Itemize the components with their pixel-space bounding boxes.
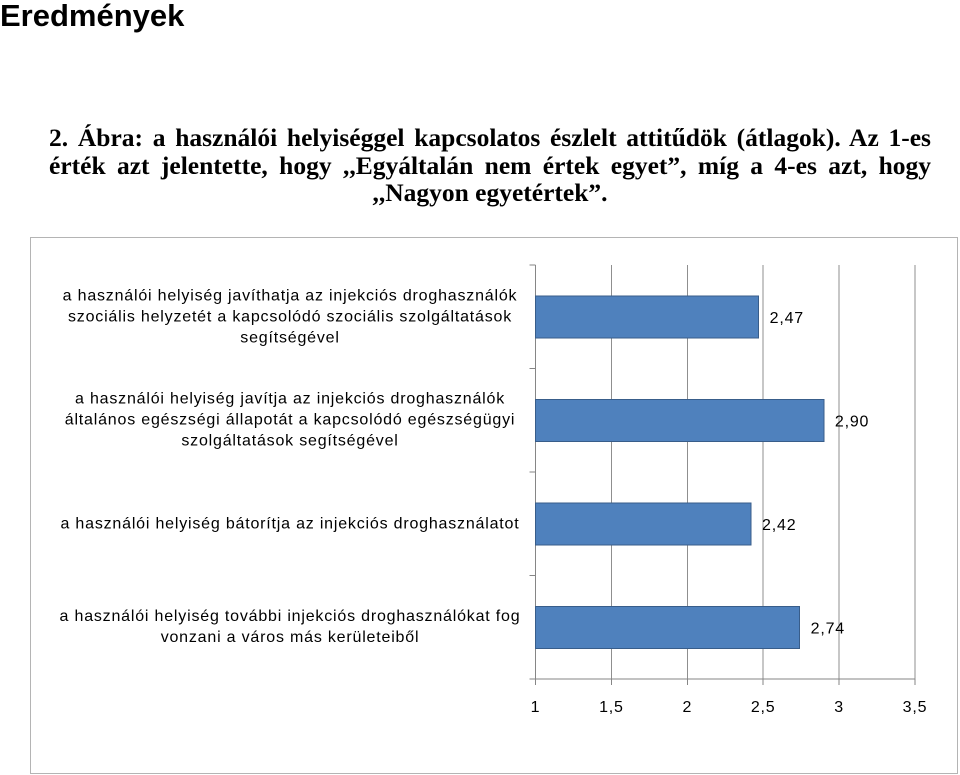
x-tick-label: 1 [530,699,541,716]
bar-value-label: 2,42 [762,516,797,534]
category-label: a használói helyiség bátorítja az injekciós droghasználatot [60,515,520,533]
bar-value-label: 2,90 [834,413,870,431]
page-heading: Eredmények [0,0,185,33]
bar-value-label: 2,47 [769,309,804,327]
x-tick-label: 2,5 [750,699,776,716]
caption-line: érték azt jelentette, hogy ,,Egyáltalán nem értek egyet”, míg a 4-es azt, hogy [49,150,931,180]
category-label: a használói helyiség javítja az injekciós droghasználók általános egészségi állapotát a kapcsolódó egészségügyi szolgáltatások segítségével [64,390,516,450]
x-tick-label: 2 [682,699,693,716]
bar-value-label: 2,74 [810,620,845,638]
x-tick-label: 3 [834,699,844,716]
x-tick-label: 3,5 [902,699,928,716]
category-label: a használói helyiség javíthatja az injekciós droghasználók szociális helyzetét a kapcsolódó szociális szolgáltatások segítségével [62,287,518,347]
category-label: a használói helyiség további injekciós droghasználókat fog vonzani a város más kerületeiből [59,608,521,647]
caption-line: 2. Ábra: a használói helyiséggel kapcsolatos észlelt attitűdök (átlagok). Az 1-es [49,123,931,152]
caption-line: ,,Nagyon egyetértek”. [372,178,608,207]
x-tick-label: 1,5 [599,699,624,716]
